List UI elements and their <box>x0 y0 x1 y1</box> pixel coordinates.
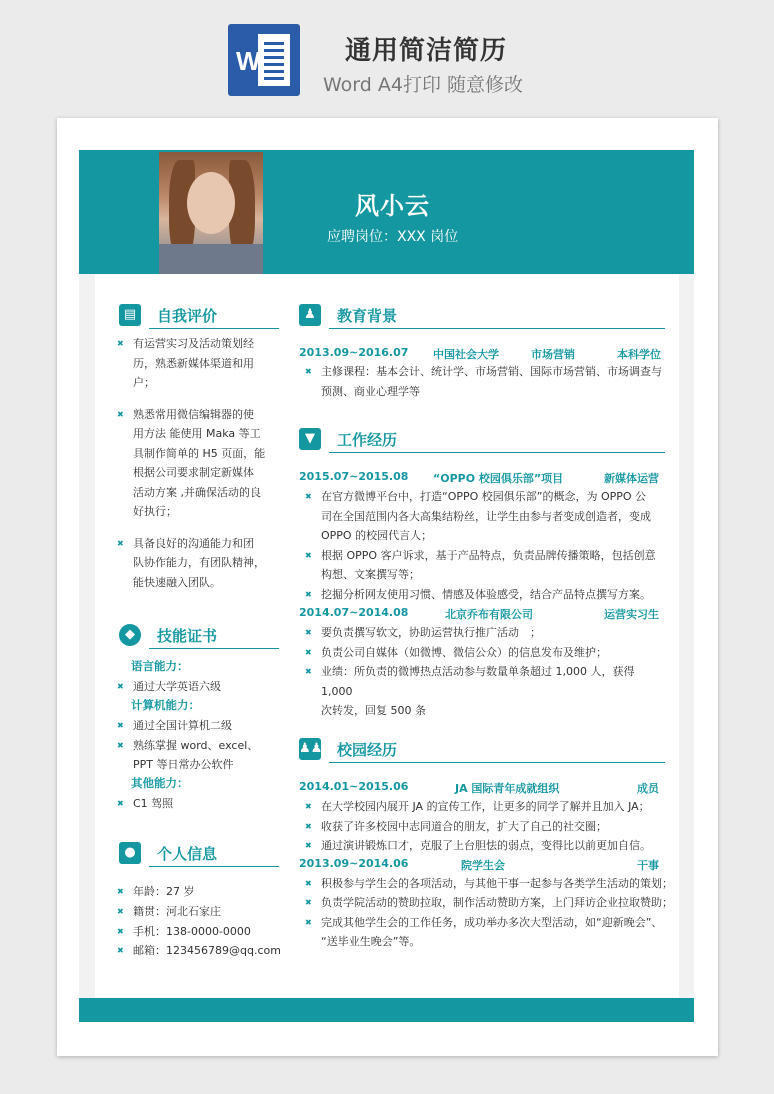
banner-title: 通用简洁简历 <box>345 36 508 66</box>
bullet-icon: ✖ <box>305 821 312 831</box>
campus-role: 成员 <box>637 782 659 795</box>
tie-icon: ▼ <box>299 428 321 450</box>
people-icon: ♟ <box>299 304 321 326</box>
campus-org: JA 国际青年成就组织 <box>455 782 560 795</box>
bullet-icon: ✖ <box>117 906 124 916</box>
resume-content <box>95 274 679 998</box>
work-org: “OPPO 校园俱乐部”项目 <box>433 472 564 485</box>
bullet-icon: ✖ <box>117 946 124 956</box>
skill-item: 通过全国计算机二级 <box>133 719 232 732</box>
bullet-icon: ✖ <box>305 367 312 376</box>
section-title: 个人信息 <box>157 845 218 863</box>
section-education <box>299 304 659 330</box>
skill-label-other: 其他能力： <box>131 775 189 790</box>
bullet-icon: ✖ <box>305 802 312 811</box>
section-title: 工作经历 <box>337 431 398 449</box>
self-eval-item: 熟悉常用微信编辑器的使 用方法 能使用 Maka 等工 具制作简单的 H5 页面，能 根据公司要求制定新媒体 活动方案 ,并确保活动的良 好执行； <box>133 407 266 518</box>
section-title: 校园经历 <box>337 741 398 759</box>
bullet-icon: ✖ <box>117 538 124 548</box>
campus-role: 干事 <box>637 858 659 872</box>
work-item: 根据 OPPO 客户诉求，基于产品特点，负责品牌传播策略，包括创意 构想、文案撰写等； <box>321 548 656 581</box>
work-date: 2015.07~2015.08 <box>299 470 409 483</box>
top-banner <box>0 0 774 118</box>
skill-item: 熟练掌握 word、excel、 PPT 等日常办公软件 <box>133 738 259 771</box>
bullet-icon: ✖ <box>117 887 124 896</box>
work-item: 挖掘分析网友使用习惯、情感及体验感受，结合产品特点撰写方案。 <box>321 587 651 601</box>
work-role: 新媒体运营 <box>604 472 659 485</box>
campus-org: 院学生会 <box>461 858 505 872</box>
resume-paper <box>57 118 718 1056</box>
bullet-icon: ✖ <box>305 917 312 927</box>
personal-item: 手机：138-0000-0000 <box>133 924 251 938</box>
edu-courses: 主修课程：基本会计、统计学、市场营销、国际市场营销、市场调查与 预测、商业心理学等 <box>321 365 662 398</box>
work-item: 负责公司自媒体（如微博、微信公众）的信息发布及维护； <box>321 645 607 659</box>
section-self-eval <box>119 304 279 330</box>
job-title: 应聘岗位：XXX 岗位 <box>327 229 459 245</box>
campus-item: 积极参与学生会的各项活动，与其他干事一起参与各类学生活动的策划； <box>321 876 673 890</box>
self-eval-item: 具备良好的沟通能力和团 队协作能力，有团队精神， 能快速融入团队。 <box>133 536 265 589</box>
bullet-icon: ✖ <box>305 628 312 637</box>
campus-item: 收获了许多校园中志同道合的朋友，扩大了自己的社交圈； <box>321 819 607 833</box>
bullet-icon: ✖ <box>117 799 124 808</box>
skill-label-computer: 计算机能力： <box>131 697 200 712</box>
resume <box>79 150 694 1022</box>
work-item: 要负责撰写软文，协助运营执行推广活动 ； <box>321 626 541 639</box>
skill-item: 通过大学英语六级 <box>133 680 221 693</box>
work-role: 运营实习生 <box>604 608 659 621</box>
tag-icon: ◆ <box>119 624 141 646</box>
campus-item: 负责学院活动的赞助拉取，制作活动赞助方案，上门拜访企业拉取赞助； <box>321 896 673 909</box>
bullet-icon: ✖ <box>305 878 312 888</box>
section-title: 技能证书 <box>157 627 218 645</box>
bullet-icon: ✖ <box>117 409 124 419</box>
bullet-icon: ✖ <box>305 841 312 850</box>
bullet-icon: ✖ <box>305 667 312 676</box>
section-work <box>299 428 659 454</box>
campus-date: 2014.01~2015.06 <box>299 780 409 793</box>
self-eval-item: 有运营实习及活动策划经 历，熟悉新媒体渠道和用 户； <box>133 337 254 389</box>
skill-label-language: 语言能力： <box>131 659 189 673</box>
campus-date: 2013.09~2014.06 <box>299 856 409 870</box>
notebook-icon: ▤ <box>119 304 141 326</box>
skill-item: C1 驾照 <box>133 797 174 810</box>
group-icon: ♟♟ <box>299 738 321 760</box>
bullet-icon: ✖ <box>305 589 312 599</box>
edu-major: 市场营销 <box>531 348 575 361</box>
section-title: 教育背景 <box>337 307 398 325</box>
work-item: 业绩：所负责的微博热点活动参与数量单条超过 1,000 人，获得 1,000 次转发，回复 500 条 <box>321 665 635 717</box>
personal-item: 邮箱：123456789@qq.com <box>133 944 281 958</box>
personal-item: 年龄：27 岁 <box>133 885 195 898</box>
section-title: 自我评价 <box>157 307 218 325</box>
person-icon: ● <box>119 842 141 864</box>
section-personal <box>119 842 279 868</box>
bullet-icon: ✖ <box>117 682 124 691</box>
bullet-icon: ✖ <box>305 550 312 560</box>
bullet-icon: ✖ <box>117 740 124 750</box>
profile-photo <box>159 152 263 274</box>
edu-date: 2013.09~2016.07 <box>299 346 409 359</box>
bullet-icon: ✖ <box>305 647 312 657</box>
word-icon <box>228 24 300 96</box>
banner-subtitle: Word A4打印 随意修改 <box>323 74 524 96</box>
section-campus <box>299 738 659 764</box>
word-icon-letter: W <box>236 46 261 76</box>
work-org: 北京乔布有限公司 <box>445 608 533 621</box>
header-band <box>79 150 694 274</box>
section-skills <box>119 624 279 650</box>
personal-item: 籍贯：河北石家庄 <box>133 904 221 918</box>
bullet-icon: ✖ <box>305 492 312 501</box>
bullet-icon: ✖ <box>117 721 124 730</box>
edu-degree: 本科学位 <box>617 348 661 361</box>
bullet-icon: ✖ <box>305 898 312 907</box>
footer-band <box>79 998 694 1022</box>
work-date: 2014.07~2014.08 <box>299 606 409 619</box>
candidate-name: 风小云 <box>355 192 430 220</box>
work-item: 在官方微博平台中，打造“OPPO 校园俱乐部”的概念，为 OPPO 公 司在全国范围内各大高集结粉丝，让学生由参与者变成创造者，变成 OPPO 的校园代言人； <box>321 490 651 542</box>
bullet-icon: ✖ <box>117 339 124 348</box>
edu-school: 中国社会大学 <box>433 348 499 361</box>
bullet-icon: ✖ <box>117 926 124 936</box>
campus-item: 完成其他学生会的工作任务，成功举办多次大型活动，如“迎新晚会”、 “送毕业生晚会”等。 <box>321 915 663 948</box>
campus-item: 通过演讲锻炼口才，克服了上台胆怯的弱点，变得比以前更加自信。 <box>321 839 651 852</box>
campus-item: 在大学校园内展开 JA 的宣传工作，让更多的同学了解并且加入 JA； <box>321 800 650 813</box>
